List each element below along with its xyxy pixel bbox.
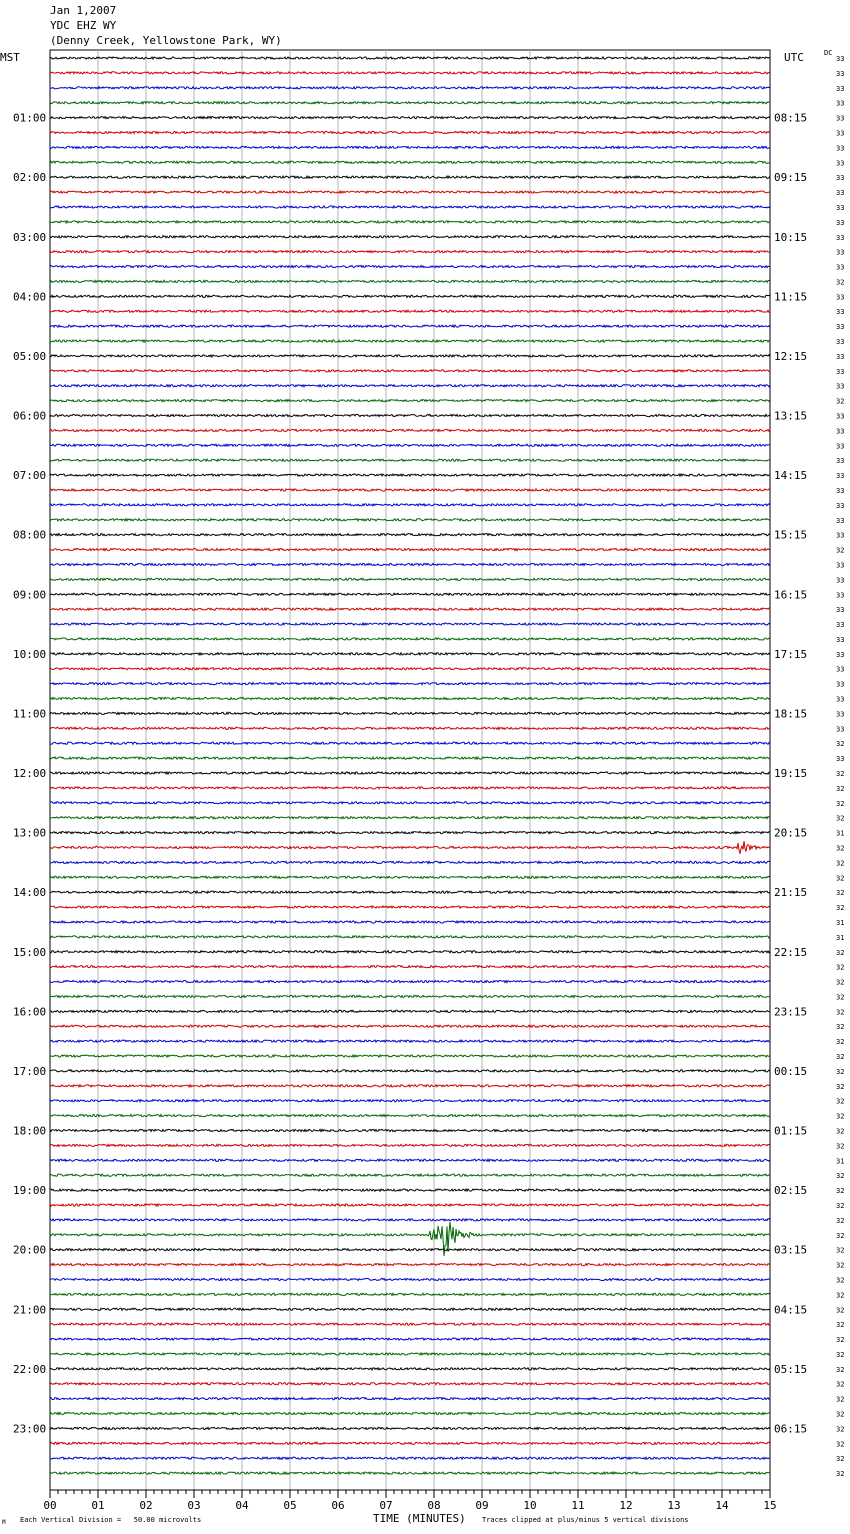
dc-value: 32 [836, 1082, 845, 1091]
trace-row-57 [50, 906, 770, 908]
hour-label-left: 18:00 [13, 1124, 47, 1138]
dc-value: 31 [836, 1157, 845, 1166]
dc-value: 32 [836, 784, 845, 793]
dc-value: 33 [836, 203, 845, 212]
dc-value: 32 [836, 1291, 845, 1300]
hour-label-right: 13:15 [774, 409, 808, 423]
dc-value: 33 [836, 323, 845, 332]
dc-value: 33 [836, 561, 845, 570]
trace-row-64 [50, 1010, 770, 1012]
hour-label-right: 18:15 [774, 707, 808, 721]
hour-label-left: 09:00 [13, 588, 47, 602]
dc-value: 32 [836, 948, 845, 957]
x-tick-label: 06 [331, 1499, 345, 1512]
dc-value: 32 [836, 1112, 845, 1121]
hour-label-right: 16:15 [774, 588, 808, 602]
dc-value: 32 [836, 1097, 845, 1106]
trace-row-36 [50, 593, 770, 595]
x-tick-label: 01 [91, 1499, 105, 1512]
trace-row-17 [50, 310, 770, 312]
trace-row-7 [50, 161, 770, 163]
dc-value: 32 [836, 978, 845, 987]
dc-value: 33 [836, 501, 845, 510]
trace-row-4 [50, 117, 770, 119]
dc-value: 31 [836, 933, 845, 942]
trace-row-6 [50, 146, 770, 148]
hour-label-left: 20:00 [13, 1243, 47, 1257]
dc-value: 32 [836, 1008, 845, 1017]
hour-label-left: 14:00 [13, 886, 47, 900]
trace-row-11 [50, 221, 770, 223]
hour-label-right: 12:15 [774, 349, 808, 363]
trace-row-72 [50, 1129, 770, 1131]
dc-value: 32 [836, 1172, 845, 1181]
trace-row-28 [50, 474, 770, 476]
hour-label-left: 21:00 [13, 1303, 47, 1317]
dc-value: 32 [836, 1053, 845, 1062]
dc-value: 33 [836, 218, 845, 227]
dc-value: 32 [836, 859, 845, 868]
hour-label-right: 09:15 [774, 171, 808, 185]
trace-row-43 [50, 697, 770, 699]
dc-value: 32 [836, 993, 845, 1002]
hour-label-right: 01:15 [774, 1124, 808, 1138]
x-tick-label: 05 [283, 1499, 297, 1512]
x-tick-label: 13 [667, 1499, 681, 1512]
x-tick-label: 00 [43, 1499, 57, 1512]
trace-row-70 [50, 1100, 770, 1102]
dc-value: 32 [836, 1231, 845, 1240]
dc-value: 32 [836, 740, 845, 749]
trace-row-90 [50, 1398, 770, 1400]
trace-row-37 [50, 608, 770, 610]
x-tick-label: 02 [139, 1499, 153, 1512]
trace-row-21 [50, 370, 770, 372]
trace-row-47 [50, 757, 770, 759]
trace-row-77 [50, 1204, 770, 1206]
trace-row-1 [50, 72, 770, 74]
hour-label-right: 06:15 [774, 1422, 808, 1436]
hour-label-left: 13:00 [13, 826, 47, 840]
trace-row-22 [50, 385, 770, 387]
trace-row-42 [50, 683, 770, 685]
hour-label-left: 04:00 [13, 290, 47, 304]
hour-label-right: 03:15 [774, 1243, 808, 1257]
trace-row-29 [50, 489, 770, 491]
trace-group [50, 57, 770, 1474]
dc-value: 33 [836, 531, 845, 540]
trace-row-46 [50, 742, 770, 744]
trace-row-0 [50, 57, 770, 59]
dc-value: 31 [836, 829, 845, 838]
trace-row-35 [50, 578, 770, 580]
trace-row-55 [50, 876, 770, 878]
dc-value: 33 [836, 338, 845, 347]
trace-row-19 [50, 340, 770, 342]
dc-value: 32 [836, 1142, 845, 1151]
dc-value: 33 [836, 486, 845, 495]
trace-row-54 [50, 861, 770, 863]
trace-row-76 [50, 1189, 770, 1191]
dc-value: 32 [836, 1276, 845, 1285]
dc-value: 32 [836, 1187, 845, 1196]
dc-value: 32 [836, 1455, 845, 1464]
trace-row-49 [50, 787, 770, 789]
trace-row-32 [50, 534, 770, 536]
dc-value: 33 [836, 308, 845, 317]
trace-row-61 [50, 966, 770, 968]
hour-label-left: 12:00 [13, 767, 47, 780]
dc-value: 33 [836, 144, 845, 153]
trace-row-83 [50, 1293, 770, 1295]
hour-label-right: 08:15 [774, 111, 808, 125]
x-axis-title: TIME (MINUTES) [373, 1512, 466, 1525]
location-label: (Denny Creek, Yellowstone Park, WY) [50, 34, 282, 47]
x-tick-label: 10 [523, 1499, 537, 1512]
hour-label-left: 05:00 [13, 349, 47, 363]
trace-row-41 [50, 668, 770, 670]
trace-row-92 [50, 1427, 770, 1429]
hour-label-left: 06:00 [13, 409, 47, 423]
trace-row-24 [50, 414, 770, 416]
trace-row-26 [50, 444, 770, 446]
dc-value: 33 [836, 233, 845, 242]
trace-row-34 [50, 563, 770, 565]
trace-row-93 [50, 1442, 770, 1444]
dc-value: 33 [836, 382, 845, 391]
dc-value: 33 [836, 367, 845, 376]
dc-value: 32 [836, 1410, 845, 1419]
trace-row-59 [50, 936, 770, 938]
dc-value: 33 [836, 621, 845, 630]
trace-row-51 [50, 817, 770, 819]
trace-row-18 [50, 325, 770, 327]
trace-row-88 [50, 1368, 770, 1370]
trace-row-94 [50, 1457, 770, 1459]
utc-label: UTC [784, 51, 804, 64]
dc-value: 32 [836, 1261, 845, 1270]
mst-label: MST [0, 51, 20, 64]
hour-label-left: 15:00 [13, 945, 47, 959]
trace-row-56 [50, 891, 770, 893]
dc-value: 32 [836, 963, 845, 972]
dc-value: 31 [836, 918, 845, 927]
dc-value: 32 [836, 1425, 845, 1434]
dc-value: 32 [836, 397, 845, 406]
trace-row-45 [50, 727, 770, 729]
dc-value: 32 [836, 1470, 845, 1479]
dc-value: 33 [836, 248, 845, 257]
dc-value: 33 [836, 650, 845, 659]
trace-row-89 [50, 1383, 770, 1385]
trace-row-52 [50, 832, 770, 834]
trace-row-87 [50, 1353, 770, 1355]
dc-value: 33 [836, 635, 845, 644]
hour-label-right: 15:15 [774, 528, 808, 542]
dc-value: 32 [836, 1067, 845, 1076]
trace-row-2 [50, 87, 770, 89]
trace-row-60 [50, 951, 770, 953]
dc-value: 33 [836, 472, 845, 481]
x-tick-label: 03 [187, 1499, 201, 1512]
dc-value: 33 [836, 442, 845, 451]
trace-row-10 [50, 206, 770, 208]
dc-value: 32 [836, 278, 845, 287]
dc-value: 33 [836, 516, 845, 525]
hour-label-left: 11:00 [13, 707, 47, 721]
dc-value: 32 [836, 1038, 845, 1047]
x-tick-label: 09 [475, 1499, 489, 1512]
trace-row-63 [50, 995, 770, 997]
trace-row-62 [50, 980, 770, 982]
dc-value: 32 [836, 799, 845, 808]
dc-value: 33 [836, 263, 845, 272]
trace-row-27 [50, 459, 770, 461]
trace-row-33 [50, 549, 770, 551]
trace-row-25 [50, 429, 770, 431]
dc-value: 33 [836, 352, 845, 361]
x-tick-label: 12 [619, 1499, 633, 1512]
trace-row-20 [50, 355, 770, 357]
dc-value: 33 [836, 695, 845, 704]
trace-row-95 [50, 1472, 770, 1474]
scale-note: Each Vertical Division = 50.00 microvolts [20, 1516, 202, 1524]
trace-row-81 [50, 1264, 770, 1266]
trace-row-23 [50, 400, 770, 402]
dc-value: 33 [836, 591, 845, 600]
trace-row-86 [50, 1338, 770, 1340]
dc-value: 32 [836, 1380, 845, 1389]
dc-value: 32 [836, 1306, 845, 1315]
station-label: YDC EHZ WY [50, 19, 117, 32]
trace-row-5 [50, 131, 770, 133]
trace-row-84 [50, 1308, 770, 1310]
hour-label-left: 10:00 [13, 647, 47, 661]
dc-value: 33 [836, 412, 845, 421]
hour-label-left: 16:00 [13, 1005, 47, 1019]
trace-row-65 [50, 1025, 770, 1027]
hour-label-right: 17:15 [774, 647, 808, 661]
trace-row-69 [50, 1085, 770, 1087]
hour-label-right: 05:15 [774, 1362, 808, 1376]
trace-row-30 [50, 504, 770, 506]
trace-row-80 [50, 1249, 770, 1251]
trace-row-8 [50, 176, 770, 178]
dc-value: 33 [836, 293, 845, 302]
x-tick-label: 15 [763, 1499, 777, 1512]
hour-label-right: 20:15 [774, 826, 808, 840]
dc-value: 33 [836, 129, 845, 138]
dc-value: 33 [836, 189, 845, 198]
dc-value: 32 [836, 814, 845, 823]
dc-value: 33 [836, 725, 845, 734]
dc-value: 32 [836, 1365, 845, 1374]
dc-value: 32 [836, 1336, 845, 1345]
dc-value: 32 [836, 1127, 845, 1136]
trace-row-74 [50, 1159, 770, 1161]
dc-value: 33 [836, 710, 845, 719]
dc-value: 32 [836, 1246, 845, 1255]
dc-value: 33 [836, 174, 845, 183]
hour-label-left: 07:00 [13, 469, 47, 483]
hour-label-right: 10:15 [774, 230, 808, 244]
trace-row-78 [50, 1219, 770, 1221]
date-label: Jan 1,2007 [50, 4, 117, 17]
trace-row-13 [50, 251, 770, 253]
trace-row-91 [50, 1412, 770, 1414]
dc-value: 33 [836, 576, 845, 585]
trace-row-16 [50, 295, 770, 297]
hour-label-right: 11:15 [774, 290, 808, 304]
trace-row-71 [50, 1115, 770, 1117]
dc-value: 32 [836, 1395, 845, 1404]
corner-mark: M [2, 1519, 6, 1526]
hour-label-left: 08:00 [13, 528, 47, 542]
dc-value: 32 [836, 770, 845, 778]
dc-value: 32 [836, 1440, 845, 1449]
trace-row-9 [50, 191, 770, 193]
hour-label-right: 14:15 [774, 469, 808, 483]
dc-value: 33 [836, 69, 845, 78]
trace-row-40 [50, 653, 770, 655]
hour-label-right: 02:15 [774, 1184, 808, 1198]
x-tick-label: 14 [715, 1499, 729, 1512]
clip-note: Traces clipped at plus/minus 5 vertical divisions [482, 1516, 689, 1524]
trace-row-31 [50, 519, 770, 521]
dc-value: 32 [836, 889, 845, 898]
trace-row-12 [50, 236, 770, 238]
hour-label-right: 22:15 [774, 945, 808, 959]
x-tick-label: 11 [571, 1499, 585, 1512]
hour-label-left: 03:00 [13, 230, 47, 244]
dc-value: 33 [836, 159, 845, 168]
dc-value: 33 [836, 99, 845, 108]
x-tick-label: 04 [235, 1499, 249, 1512]
hour-label-left: 23:00 [13, 1422, 47, 1436]
trace-row-3 [50, 102, 770, 104]
dc-label: DC [824, 49, 833, 57]
dc-value: 33 [836, 606, 845, 615]
trace-row-67 [50, 1055, 770, 1057]
x-tick-label: 08 [427, 1499, 441, 1512]
time-axis [43, 1490, 776, 1512]
dc-value: 33 [836, 427, 845, 436]
hour-label-right: 21:15 [774, 886, 808, 900]
dc-value: 32 [836, 1350, 845, 1359]
trace-row-82 [50, 1278, 770, 1280]
trace-row-50 [50, 802, 770, 804]
hour-label-left: 01:00 [13, 111, 47, 125]
hour-label-right: 23:15 [774, 1005, 808, 1019]
trace-row-58 [50, 921, 770, 923]
dc-value: 32 [836, 1023, 845, 1032]
dc-value: 32 [836, 1201, 845, 1210]
hour-label-left: 22:00 [13, 1362, 47, 1376]
trace-row-48 [50, 772, 770, 774]
dc-value: 32 [836, 874, 845, 883]
dc-value: 33 [836, 755, 845, 764]
trace-row-38 [50, 623, 770, 625]
x-tick-label: 07 [379, 1499, 393, 1512]
trace-row-68 [50, 1070, 770, 1072]
hour-label-right: 19:15 [774, 767, 808, 780]
dc-value: 32 [836, 1216, 845, 1225]
trace-row-66 [50, 1040, 770, 1042]
hour-label-right: 04:15 [774, 1303, 808, 1317]
dc-value: 33 [836, 665, 845, 674]
trace-row-39 [50, 638, 770, 640]
dc-value: 32 [836, 546, 845, 555]
dc-value: 33 [836, 55, 845, 63]
trace-row-75 [50, 1174, 770, 1176]
hour-label-left: 02:00 [13, 171, 47, 185]
trace-row-85 [50, 1323, 770, 1325]
dc-value: 33 [836, 84, 845, 93]
dc-value: 33 [836, 680, 845, 689]
hour-label-left: 19:00 [13, 1184, 47, 1198]
hour-label-left: 17:00 [13, 1064, 47, 1078]
trace-row-15 [50, 280, 770, 282]
dc-value: 33 [836, 114, 845, 123]
trace-row-44 [50, 712, 770, 714]
dc-value: 32 [836, 904, 845, 913]
dc-value: 32 [836, 844, 845, 853]
dc-value: 32 [836, 1321, 845, 1330]
trace-row-73 [50, 1144, 770, 1146]
trace-row-53 [50, 841, 770, 854]
trace-row-14 [50, 265, 770, 267]
hour-label-right: 00:15 [774, 1064, 808, 1078]
dc-value: 33 [836, 457, 845, 466]
